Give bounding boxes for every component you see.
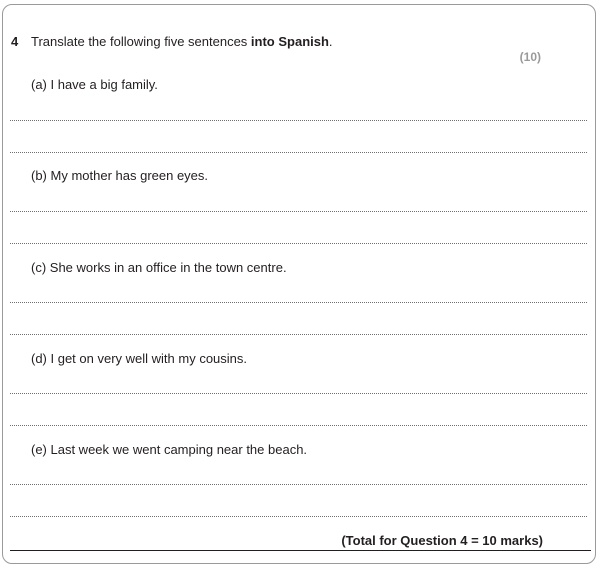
answer-line-b1[interactable] <box>10 211 587 212</box>
prompt-text-bold: into Spanish <box>250 34 329 49</box>
total-underline <box>10 550 591 551</box>
answer-line-a1[interactable] <box>10 120 587 121</box>
item-c-label: (c) She works in an office in the town centre. <box>31 260 287 275</box>
item-b-label: (b) My mother has green eyes. <box>31 168 209 183</box>
item-a-label: (a) I have a big family. <box>31 77 158 92</box>
answer-line-d1[interactable] <box>10 393 587 394</box>
item-d-label: (d) I get on very well with my cousins. <box>31 351 248 366</box>
marks-available: (10) <box>519 50 541 64</box>
question-number: 4 <box>11 34 19 49</box>
answer-line-c1[interactable] <box>10 302 587 303</box>
answer-line-e2[interactable] <box>10 516 587 517</box>
answer-line-e1[interactable] <box>10 484 587 485</box>
answer-line-d2[interactable] <box>10 425 587 426</box>
answer-line-c2[interactable] <box>10 334 587 335</box>
question-total: (Total for Question 4 = 10 marks) <box>341 533 543 548</box>
prompt-text-start: Translate the following five sentences <box>31 34 251 49</box>
question-prompt <box>31 34 333 49</box>
prompt-text-end: . <box>328 34 333 49</box>
answer-line-b2[interactable] <box>10 243 587 244</box>
answer-line-a2[interactable] <box>10 152 587 153</box>
item-e-label: (e) Last week we went camping near the beach. <box>31 442 308 457</box>
